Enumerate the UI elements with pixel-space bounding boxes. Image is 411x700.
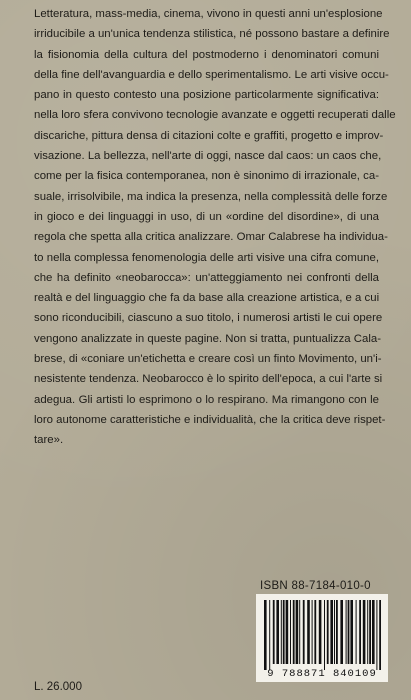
blurb-line: suale, irrisolvibile, ma indica la presenza, nella complessità delle forze	[34, 190, 388, 203]
blurb-line: della fine dell'avanguardia e dello sperimentalismo. Le arti visive occu-	[34, 68, 389, 81]
price-label: L. 26.000	[34, 681, 82, 693]
barcode-bar	[369, 600, 371, 664]
barcode-bar	[336, 600, 338, 664]
blurb-line: brese, di «coniare un'etichetta e creare così un finto Movimento, un'i-	[34, 353, 382, 366]
barcode-bar	[327, 600, 329, 664]
blurb-line: to nella complessa fenomenologia delle arti visive una cifra comune,	[34, 251, 379, 264]
barcode-bar	[376, 600, 377, 670]
barcode-bar	[264, 600, 267, 670]
barcode-bar	[299, 600, 300, 664]
barcode-bar	[346, 600, 347, 664]
barcode-bar	[269, 600, 270, 670]
blurb-line: Letteratura, mass-media, cinema, vivono in questi anni un'esplosione	[34, 8, 383, 20]
blurb-line: che ha definito «neobarocca»: un'atteggiamento nei confronti della	[34, 271, 379, 284]
barcode-bar	[303, 600, 305, 664]
barcode-bar	[330, 600, 333, 664]
blurb-line: irriducibile a un'unica tendenza stilistica, né possono bastare a definire	[34, 28, 390, 41]
blurb-line: pano in questo contesto una posizione particolarmente significativa:	[34, 89, 379, 102]
barcode-bar	[307, 600, 310, 664]
blurb-text	[34, 4, 396, 451]
barcode-bar	[283, 600, 285, 664]
blurb-line: in gioco e dei linguaggi in uso, di un «ordine del disordine», di una	[34, 210, 379, 223]
blurb-line: loro autonome caratteristiche e individualità, che la critica deve rispet-	[34, 413, 386, 426]
barcode-bar	[276, 600, 279, 664]
barcode-bar	[312, 600, 313, 664]
blurb-line: come per la fisica contemporanea, non è sinonimo di irrazionale, ca-	[34, 170, 379, 183]
barcode-bar	[334, 600, 335, 664]
blurb-line: nella loro sfera convivono tecnologie avanzate e oggetti recuperati dalle	[34, 109, 396, 122]
barcode-bar	[356, 600, 357, 664]
blurb-line: discariche, pittura densa di citazioni colte e graffiti, progetto e improv-	[34, 129, 384, 142]
isbn-block	[256, 580, 388, 682]
isbn-label: ISBN 88-7184-010-0	[260, 580, 371, 592]
barcode-bar	[281, 600, 282, 664]
barcode-bar	[379, 600, 381, 670]
barcode	[256, 594, 388, 682]
blurb-line: realtà e del linguaggio che fa da base alla creazione artistica, e a cui	[34, 292, 380, 305]
barcode-bar	[324, 600, 325, 670]
barcode-bar	[359, 600, 361, 664]
barcode-bar	[290, 600, 291, 664]
barcode-bar	[273, 600, 275, 664]
blurb-line: visazione. La bellezza, nell'arte di oggi, nasce dal caos: un caos che,	[34, 150, 382, 163]
barcode-bar	[372, 600, 375, 664]
barcode-bar	[314, 600, 316, 664]
blurb-line: nesistente tendenza. Neobarocco è lo spirito dell'epoca, a cui l'arte si	[34, 373, 383, 386]
blurb-line: regola che spetta alla critica analizzare. Omar Calabrese ha individua-	[34, 231, 388, 244]
barcode-bar	[363, 600, 366, 664]
blurb-line: adegua. Gli artisti lo esprimono o lo respirano. Ma rimangono con le	[34, 393, 379, 406]
barcode-bar	[348, 600, 350, 664]
barcode-bar	[350, 600, 353, 664]
blurb-line: sono riconducibili, ciascuno a suo titolo, i numerosi artisti le cui opere	[34, 312, 383, 325]
barcode-number: 9 788871 840109	[267, 668, 377, 680]
barcode-bar	[293, 600, 295, 664]
blurb-line: vengono analizzate in queste pagine. Non si tratta, puntualizza Cala-	[34, 332, 382, 345]
blurb-line: tare».	[34, 434, 64, 447]
barcode-bar	[367, 600, 368, 664]
barcode-bar	[340, 600, 343, 664]
blurb-line: la fisionomia della cultura del postmoderno i denominatori comuni	[34, 48, 379, 61]
barcode-bar	[296, 600, 299, 664]
barcode-bar	[319, 600, 322, 664]
barcode-bar	[286, 600, 289, 664]
